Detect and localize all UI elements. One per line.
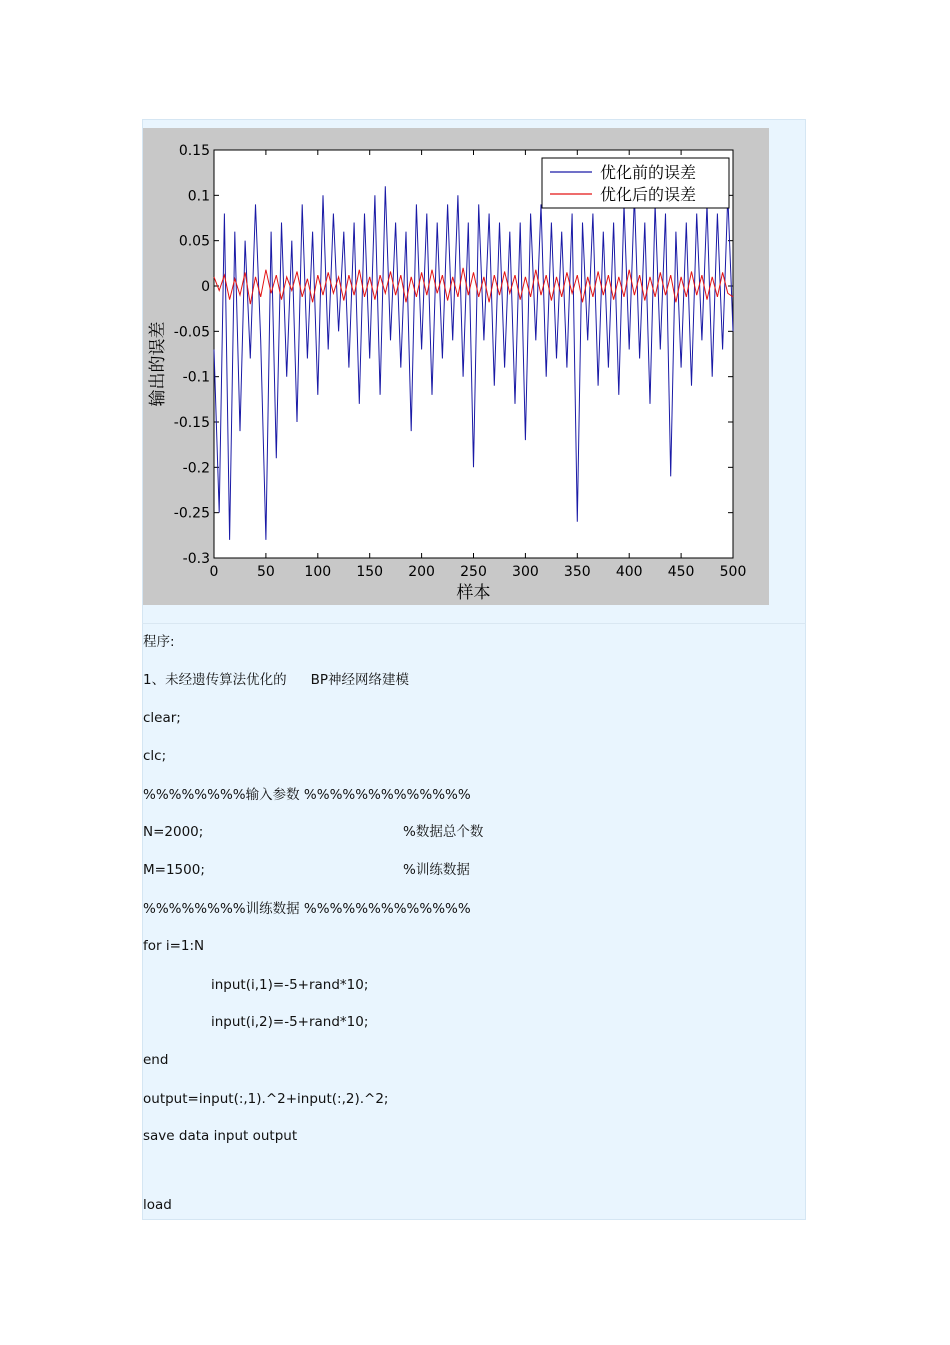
y-tick-label: -0.25 (173, 505, 210, 522)
comment-n: %数据总个数 (403, 824, 484, 840)
code-section-input: %%%%%%%%输入参数 %%%%%%%%%%%%% (143, 787, 471, 803)
code-line-m: M=1500; (143, 862, 205, 878)
divider (142, 623, 806, 624)
program-label: 程序: (143, 634, 175, 650)
x-tick-label: 400 (615, 564, 643, 580)
y-tick-label: -0.3 (182, 551, 210, 567)
y-tick-label: -0.05 (173, 324, 210, 341)
code-line-load: load (143, 1197, 172, 1213)
x-tick-label: 300 (512, 564, 539, 580)
section-heading (143, 671, 409, 689)
x-tick-label: 0 (209, 564, 219, 580)
x-tick-label: 350 (563, 564, 591, 580)
heading-number: 1、未经遗传算法优化的 (143, 672, 287, 688)
y-tick-label: -0.1 (182, 369, 210, 386)
comment-m: %训练数据 (403, 862, 470, 878)
figure-frame (143, 128, 769, 605)
y-tick-label: 0.05 (178, 233, 210, 250)
y-tick-label: 0.1 (187, 188, 210, 205)
x-tick-label: 500 (719, 564, 747, 580)
code-line-for: for i=1:N (143, 938, 205, 954)
code-section-train: %%%%%%%%训练数据 %%%%%%%%%%%%% (143, 901, 471, 917)
x-tick-label: 250 (460, 564, 487, 580)
y-tick-label: -0.2 (182, 460, 210, 477)
legend-label: 优化后的误差 (600, 185, 697, 204)
x-axis-label: 样本 (456, 583, 491, 603)
legend-label: 优化前的误差 (600, 163, 697, 182)
code-line-clc: clc; (143, 748, 167, 764)
x-tick-label: 100 (304, 564, 332, 580)
code-line-output: output=input(:,1).^2+input(:,2).^2; (143, 1091, 389, 1107)
code-line-end: end (143, 1052, 169, 1068)
code-line-input1: input(i,1)=-5+rand*10; (211, 977, 369, 993)
y-tick-label: 0.15 (178, 143, 210, 159)
x-tick-label: 150 (356, 564, 384, 580)
y-axis-label: 输出的误差 (148, 321, 168, 407)
x-tick-label: 200 (408, 564, 435, 580)
error-chart (143, 128, 769, 605)
x-tick-label: 50 (256, 564, 275, 580)
code-line-n: N=2000; (143, 824, 204, 840)
heading-tail: BP神经网络建模 (310, 672, 409, 688)
y-tick-label: -0.15 (173, 415, 210, 431)
x-tick-label: 450 (667, 564, 695, 580)
y-tick-label: 0 (201, 279, 210, 295)
code-line-input2: input(i,2)=-5+rand*10; (211, 1014, 369, 1030)
code-line-save: save data input output (143, 1128, 298, 1144)
code-line-clear: clear; (143, 710, 181, 726)
